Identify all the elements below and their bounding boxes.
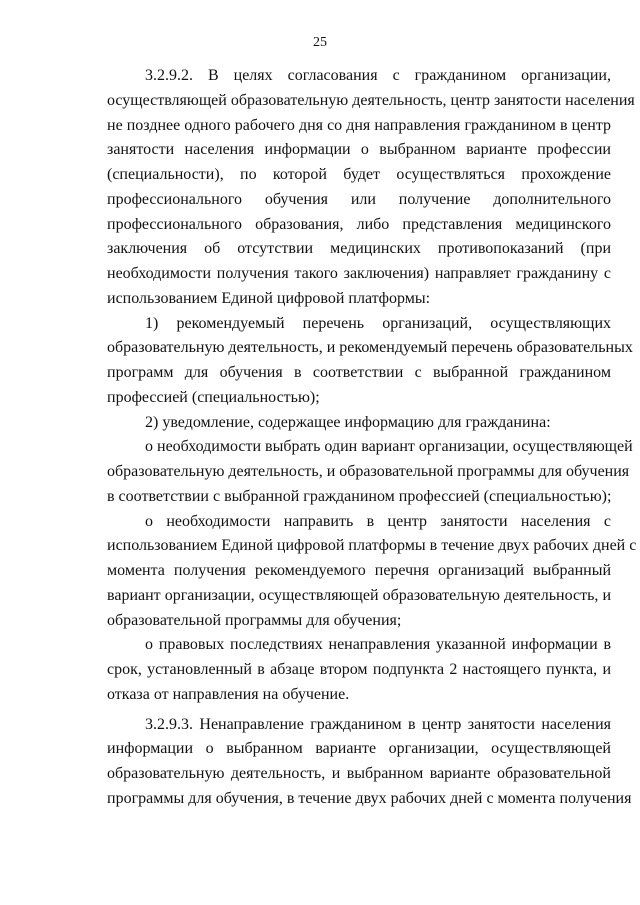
text-line: занятости населения информации о выбранном варианте профессии bbox=[107, 141, 611, 159]
text-line: о необходимости направить в центр занятости населения с bbox=[145, 512, 611, 530]
text-line: информации о выбранном варианте организации, осуществляющей bbox=[107, 740, 611, 758]
text-line: программ для обучения в соответствии с выбранной гражданином bbox=[107, 364, 611, 381]
text-line: осуществляющей образовательную деятельность, центр занятости населения bbox=[107, 91, 635, 109]
text-line: профессией (специальностью); bbox=[107, 388, 320, 406]
text-line: (специальности), по которой будет осуществляться прохождение bbox=[107, 166, 611, 183]
text-line: 3.2.9.3. Ненаправление гражданином в центр занятости населения bbox=[145, 715, 611, 733]
text-line: момента получения рекомендуемого перечня организаций выбранный bbox=[107, 562, 611, 579]
text-line: 2) уведомление, содержащее информацию для гражданина: bbox=[145, 413, 551, 431]
text-line: использованием Единой цифровой платформы в течение двух рабочих дней с bbox=[107, 537, 637, 555]
text-line: необходимости получения такого заключения) направляет гражданину с bbox=[107, 265, 611, 282]
text-line: о необходимости выбрать один вариант организации, осуществляющей bbox=[145, 438, 633, 456]
text-line: профессионального образования, либо представления медицинского bbox=[107, 215, 611, 233]
text-line: образовательную деятельность, и рекомендуемый перечень образовательных bbox=[107, 339, 633, 357]
text-line: образовательной программы для обучения; bbox=[107, 611, 402, 629]
text-line: отказа от направления на обучение. bbox=[107, 685, 350, 703]
text-line: профессионального обучения или получение дополнительного bbox=[107, 190, 611, 208]
text-line: использованием Единой цифровой платформы: bbox=[107, 289, 431, 307]
text-line: не позднее одного рабочего дня со дня направления гражданином в центр bbox=[107, 116, 611, 134]
text-line: вариант организации, осуществляющей образовательную деятельность, и bbox=[107, 586, 611, 604]
text-line: заключения об отсутствии медицинских противопоказаний (при bbox=[107, 240, 611, 258]
page-number: 25 bbox=[313, 35, 327, 50]
text-line: 1) рекомендуемый перечень организаций, осуществляющих bbox=[145, 314, 611, 332]
text-line: 3.2.9.2. В целях согласования с гражданином организации, bbox=[145, 67, 611, 84]
text-line: о правовых последствиях ненаправления указанной информации в bbox=[145, 636, 611, 654]
document-body bbox=[107, 64, 637, 812]
text-line: программы для обучения, в течение двух рабочих дней с момента получения bbox=[107, 789, 632, 807]
text-line: образовательную деятельность, и выбранном варианте образовательной bbox=[107, 765, 611, 782]
text-line: образовательную деятельность, и образовательной программы для обучения bbox=[107, 463, 630, 480]
text-line: в соответствии с выбранной гражданином профессией (специальностью); bbox=[107, 487, 612, 505]
text-line: срок, установленный в абзаце втором подпункта 2 настоящего пункта, и bbox=[107, 661, 611, 678]
